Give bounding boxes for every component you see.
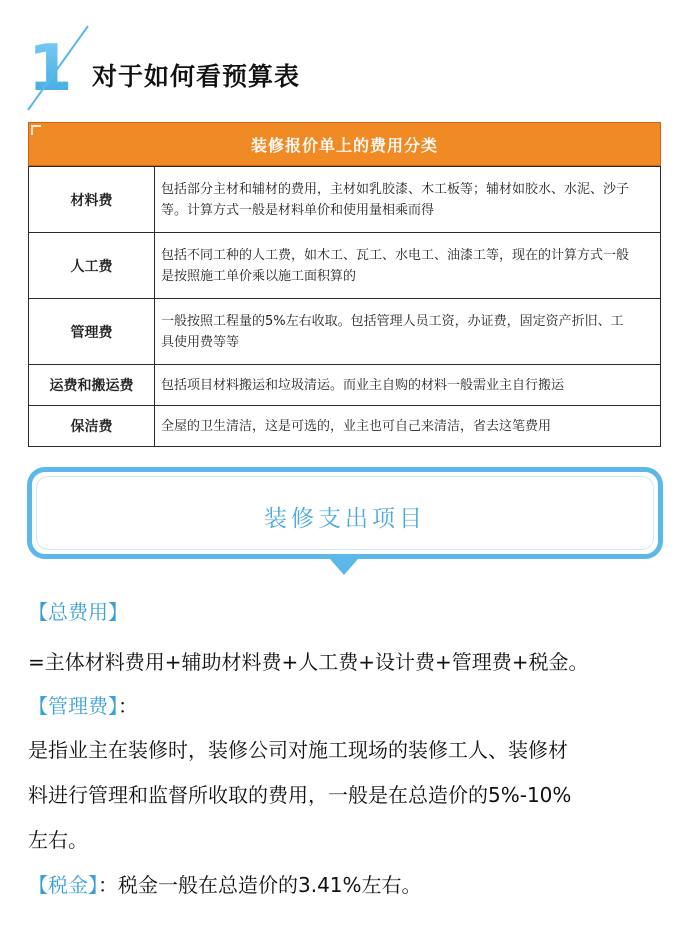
fee-description: 包括部分主材和辅材的费用，主材如乳胶漆、木工板等；辅材如胶水、水泥、沙子 等。计算方式一般是材料单价和使用量相乘而得 [155,167,661,233]
table-row [29,167,661,233]
total-cost-formula: =主体材料费用+辅助材料费+人工费+设计费+管理费+税金。 [28,650,589,674]
fee-name: 管理费 [29,299,155,365]
fee-name: 材料费 [29,167,155,233]
section-number: 1 [28,32,73,106]
tax-text: ：税金一般在总造价的3.41%左右。 [98,873,422,897]
fee-description: 一般按照工程量的5%左右收取。包括管理人员工资，办证费，固定资产折旧、工 具使用费等等 [155,299,661,365]
fee-name: 运费和搬运费 [29,365,155,406]
section-banner [27,467,663,559]
fee-description: 包括不同工种的人工费，如木工、瓦工、水电工、油漆工等，现在的计算方式一般 是按照施工单价乘以施工面积算的 [155,233,661,299]
fee-name: 人工费 [29,233,155,299]
section-header [0,0,690,120]
tax-line [28,869,422,898]
management-fee-heading: 【管理费】： [28,694,138,718]
fee-description: 全屋的卫生清洁，这是可选的，业主也可自己来清洁，省去这笔费用 [155,406,661,447]
banner-pointer-arrow [330,559,358,575]
banner-title: 装修支出项目 [264,506,426,532]
total-cost-heading [28,596,128,625]
fee-description: 包括项目材料搬运和垃圾清运。而业主自购的材料一般需业主自行搬运 [155,365,661,406]
total-cost-tag: 【总费用】 [28,600,128,624]
management-fee-text-line-1: 是指业主在装修时，装修公司对施工现场的装修工人、装修材 [28,738,568,762]
table-row [29,233,661,299]
fee-table-title: 装修报价单上的费用分类 [28,122,661,166]
management-fee-tag: 【管理费】 [28,694,118,718]
fee-table-body [28,166,661,447]
table-row [29,365,661,406]
fee-name: 保洁费 [29,406,155,447]
page-title: 对于如何看预算表 [92,62,301,91]
table-row [29,406,661,447]
fee-category-table [28,122,661,447]
management-fee-text-line-2: 料进行管理和监督所收取的费用，一般是在总造价的5%-10% [28,783,572,807]
table-row [29,299,661,365]
tax-tag: 【税金】 [28,873,98,897]
management-fee-text-line-3: 左右。 [28,828,88,852]
